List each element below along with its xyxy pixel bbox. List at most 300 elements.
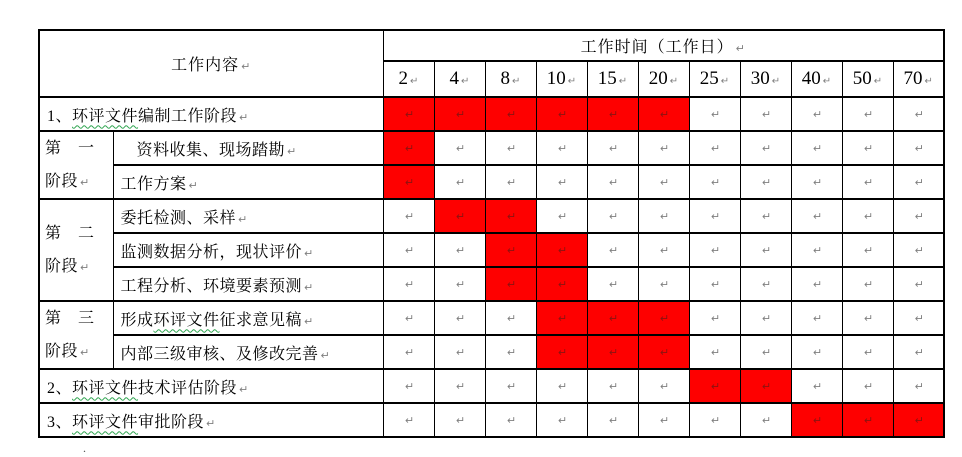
paragraph-mark-icon: ↵ bbox=[239, 382, 249, 396]
gantt-empty-cell bbox=[791, 131, 842, 165]
stage-3-cell bbox=[39, 301, 113, 369]
gantt-filled-cell bbox=[485, 267, 536, 301]
paragraph-mark-icon: ↵ bbox=[659, 244, 670, 257]
paragraph-mark-icon: ↵ bbox=[659, 380, 670, 393]
paragraph-mark-icon: ↵ bbox=[914, 346, 924, 359]
day-number: 15 bbox=[597, 68, 617, 89]
paragraph-mark-icon: ↵ bbox=[710, 176, 721, 189]
paragraph-mark-icon: ↵ bbox=[608, 414, 619, 427]
paragraph-mark-icon: ↵ bbox=[557, 210, 568, 223]
paragraph-mark-icon: ↵ bbox=[761, 278, 772, 291]
day-number: 30 bbox=[750, 68, 770, 89]
gantt-filled-cell bbox=[383, 131, 434, 165]
gantt-empty-cell bbox=[842, 199, 893, 233]
gantt-empty-cell bbox=[791, 267, 842, 301]
spellcheck-squiggle-text: 环评文件 bbox=[72, 107, 139, 125]
paragraph-mark-icon: ↵ bbox=[771, 76, 781, 87]
paragraph-mark-icon: ↵ bbox=[404, 380, 415, 393]
paragraph-mark-icon: ↵ bbox=[557, 108, 568, 121]
gantt-filled-cell bbox=[842, 403, 893, 437]
paragraph-mark-icon: ↵ bbox=[659, 414, 670, 427]
gantt-empty-cell bbox=[689, 403, 740, 437]
day-number: 50 bbox=[852, 68, 872, 89]
stage-2-cell bbox=[39, 199, 113, 301]
label-text: 监测数据分析，现状评价 bbox=[120, 243, 303, 261]
gantt-empty-cell bbox=[638, 403, 689, 437]
paragraph-mark-icon: ↵ bbox=[659, 346, 670, 359]
gantt-empty-cell bbox=[893, 335, 944, 369]
paragraph-mark-icon: ↵ bbox=[710, 244, 721, 257]
gantt-empty-cell bbox=[485, 131, 536, 165]
paragraph-mark-icon: ↵ bbox=[659, 142, 670, 155]
gantt-empty-cell bbox=[638, 131, 689, 165]
gantt-filled-cell bbox=[536, 301, 587, 335]
gantt-filled-cell bbox=[536, 233, 587, 267]
paragraph-mark-icon: ↵ bbox=[710, 142, 721, 155]
paragraph-mark-icon: ↵ bbox=[320, 348, 331, 362]
stage-name-line1: 第 一 bbox=[45, 140, 95, 157]
paragraph-mark-icon: ↵ bbox=[188, 178, 199, 192]
gantt-filled-cell bbox=[893, 403, 944, 437]
paragraph-mark-icon: ↵ bbox=[710, 108, 721, 121]
label-text: 委托检测、采样 bbox=[120, 209, 237, 227]
label-text: 1、 bbox=[47, 107, 73, 125]
paragraph-mark-icon: ↵ bbox=[669, 76, 679, 87]
label-text: 征求意见稿 bbox=[219, 311, 303, 329]
paragraph-mark-icon: ↵ bbox=[812, 312, 823, 325]
stage-name-line1: 第 二 bbox=[45, 225, 95, 242]
gantt-filled-cell bbox=[587, 335, 638, 369]
paragraph-mark-icon: ↵ bbox=[608, 142, 619, 155]
gantt-empty-cell bbox=[893, 97, 944, 131]
row-sampling bbox=[39, 199, 944, 233]
gantt-empty-cell bbox=[842, 369, 893, 403]
gantt-empty-cell bbox=[485, 369, 536, 403]
gantt-empty-cell bbox=[689, 335, 740, 369]
label-text: 工程分析、环境要素预测 bbox=[120, 277, 303, 295]
paragraph-mark-icon: ↵ bbox=[608, 278, 619, 291]
paragraph-mark-icon: ↵ bbox=[863, 176, 874, 189]
paragraph-mark-icon: ↵ bbox=[557, 380, 568, 393]
gantt-filled-cell bbox=[434, 199, 485, 233]
day-number: 25 bbox=[699, 68, 719, 89]
gantt-empty-cell bbox=[842, 165, 893, 199]
paragraph-mark-icon: ↵ bbox=[710, 278, 721, 291]
paragraph-mark-icon: ↵ bbox=[506, 210, 517, 223]
paragraph-mark-icon: ↵ bbox=[506, 176, 517, 189]
row-work-plan bbox=[39, 165, 944, 199]
day-column-header bbox=[383, 61, 434, 97]
paragraph-mark-icon: ↵ bbox=[735, 42, 746, 55]
paragraph-mark-icon: ↵ bbox=[873, 76, 883, 87]
label-text: 资料收集、现场踏勘 bbox=[136, 141, 286, 159]
gantt-empty-cell bbox=[689, 301, 740, 335]
gantt-empty-cell bbox=[791, 233, 842, 267]
gantt-filled-cell bbox=[485, 233, 536, 267]
gantt-filled-cell bbox=[485, 199, 536, 233]
paragraph-mark-icon: ↵ bbox=[863, 346, 874, 359]
paragraph-mark-icon: ↵ bbox=[812, 278, 823, 291]
paragraph-mark-icon: ↵ bbox=[822, 76, 832, 87]
gantt-empty-cell bbox=[383, 335, 434, 369]
day-number: 10 bbox=[546, 68, 566, 89]
paragraph-mark-icon: ↵ bbox=[455, 176, 466, 189]
paragraph-mark-icon: ↵ bbox=[914, 176, 924, 189]
gantt-empty-cell bbox=[893, 233, 944, 267]
paragraph-mark-icon: ↵ bbox=[455, 142, 466, 155]
gantt-filled-cell bbox=[536, 97, 587, 131]
paragraph-mark-icon: ↵ bbox=[506, 278, 517, 291]
paragraph-mark-icon: ↵ bbox=[557, 414, 568, 427]
work-content-label: 工作内容 bbox=[171, 57, 240, 74]
paragraph-mark-icon: ↵ bbox=[567, 76, 577, 87]
gantt-filled-cell bbox=[740, 369, 791, 403]
day-column-header bbox=[842, 61, 893, 97]
row-phase-compile bbox=[39, 97, 944, 131]
label-text: 编制工作阶段 bbox=[138, 107, 238, 125]
paragraph-mark-icon: ↵ bbox=[241, 60, 252, 73]
paragraph-mark-icon: ↵ bbox=[461, 76, 470, 87]
gantt-empty-cell bbox=[740, 131, 791, 165]
day-column-header bbox=[638, 61, 689, 97]
gantt-empty-cell bbox=[740, 233, 791, 267]
paragraph-mark-icon: ↵ bbox=[761, 210, 772, 223]
day-number: 70 bbox=[903, 68, 923, 89]
paragraph-mark-icon: ↵ bbox=[404, 210, 415, 223]
gantt-empty-cell bbox=[536, 369, 587, 403]
stage-name-line2: 阶段 bbox=[45, 343, 79, 360]
paragraph-mark-icon: ↵ bbox=[812, 346, 823, 359]
paragraph-mark-icon: ↵ bbox=[863, 210, 874, 223]
paragraph-mark-icon: ↵ bbox=[404, 278, 415, 291]
gantt-empty-cell bbox=[791, 369, 842, 403]
gantt-empty-cell bbox=[434, 165, 485, 199]
paragraph-mark-icon: ↵ bbox=[506, 244, 517, 257]
label-text: 形成 bbox=[120, 311, 154, 329]
paragraph-mark-icon: ↵ bbox=[304, 280, 314, 294]
paragraph-mark-icon: ↵ bbox=[455, 414, 466, 427]
paragraph-mark-icon: ↵ bbox=[557, 312, 568, 325]
paragraph-mark-icon: ↵ bbox=[710, 346, 721, 359]
gantt-empty-cell bbox=[383, 403, 434, 437]
gantt-empty-cell bbox=[740, 335, 791, 369]
paragraph-mark-icon: ↵ bbox=[557, 278, 568, 291]
task-label bbox=[113, 267, 383, 301]
label-text: 3、 bbox=[47, 413, 73, 431]
gantt-empty-cell bbox=[893, 199, 944, 233]
paragraph-mark-icon: ↵ bbox=[761, 108, 772, 121]
spellcheck-squiggle-text: 环评文件 bbox=[72, 413, 139, 431]
day-number: 40 bbox=[801, 68, 821, 89]
paragraph-mark-icon: ↵ bbox=[404, 142, 415, 155]
paragraph-mark-icon: ↵ bbox=[914, 312, 924, 325]
gantt-filled-cell bbox=[791, 403, 842, 437]
paragraph-mark-icon: ↵ bbox=[239, 110, 249, 124]
header-row-top bbox=[39, 30, 944, 61]
paragraph-mark-icon: ↵ bbox=[608, 380, 619, 393]
gantt-empty-cell bbox=[383, 301, 434, 335]
gantt-empty-cell bbox=[689, 267, 740, 301]
gantt-empty-cell bbox=[485, 335, 536, 369]
gantt-empty-cell bbox=[893, 301, 944, 335]
gantt-filled-cell bbox=[383, 165, 434, 199]
gantt-filled-cell bbox=[638, 97, 689, 131]
paragraph-mark-icon: ↵ bbox=[455, 346, 466, 359]
gantt-empty-cell bbox=[689, 233, 740, 267]
gantt-empty-cell bbox=[740, 403, 791, 437]
paragraph-mark-icon: ↵ bbox=[608, 244, 619, 257]
paragraph-mark-icon: ↵ bbox=[455, 380, 466, 393]
stage-1-cell bbox=[39, 131, 113, 199]
paragraph-mark-icon: ↵ bbox=[761, 346, 772, 359]
paragraph-mark-icon: ↵ bbox=[863, 414, 874, 427]
paragraph-mark-icon: ↵ bbox=[506, 380, 517, 393]
paragraph-mark-icon: ↵ bbox=[287, 144, 297, 158]
row-draft-document bbox=[39, 301, 944, 335]
paragraph-mark-icon: ↵ bbox=[608, 176, 619, 189]
paragraph-mark-icon: ↵ bbox=[80, 261, 90, 274]
paragraph-mark-icon: ↵ bbox=[557, 142, 568, 155]
day-number: 4 bbox=[449, 68, 460, 89]
task-label bbox=[113, 131, 383, 165]
gantt-empty-cell bbox=[536, 165, 587, 199]
gantt-filled-cell bbox=[689, 369, 740, 403]
paragraph-mark-icon: ↵ bbox=[506, 108, 517, 121]
paragraph-mark-icon: ↵ bbox=[608, 210, 619, 223]
gantt-empty-cell bbox=[434, 233, 485, 267]
label-text: 内部三级审核、及修改完善 bbox=[120, 345, 319, 363]
paragraph-mark-icon: ↵ bbox=[914, 278, 924, 291]
task-label bbox=[113, 335, 383, 369]
gantt-empty-cell bbox=[842, 233, 893, 267]
paragraph-mark-icon: ↵ bbox=[80, 346, 90, 359]
paragraph-mark-icon: ↵ bbox=[506, 346, 517, 359]
paragraph-mark-icon: ↵ bbox=[863, 244, 874, 257]
paragraph-mark-icon: ↵ bbox=[761, 244, 772, 257]
day-number: 2 bbox=[398, 68, 409, 89]
paragraph-mark-icon: ↵ bbox=[659, 108, 670, 121]
gantt-empty-cell bbox=[434, 335, 485, 369]
gantt-empty-cell bbox=[893, 267, 944, 301]
gantt-empty-cell bbox=[383, 369, 434, 403]
gantt-filled-cell bbox=[536, 267, 587, 301]
paragraph-mark-icon: ↵ bbox=[914, 414, 924, 427]
day-column-header bbox=[485, 61, 536, 97]
gantt-empty-cell bbox=[485, 403, 536, 437]
paragraph-mark-icon: ↵ bbox=[812, 108, 823, 121]
paragraph-mark-icon: ↵ bbox=[404, 346, 415, 359]
work-time-label: 工作时间（工作日） bbox=[580, 39, 734, 56]
gantt-empty-cell bbox=[536, 199, 587, 233]
stage-name-line1: 第 三 bbox=[45, 310, 95, 327]
label-text: 工作方案 bbox=[120, 175, 187, 193]
gantt-empty-cell bbox=[638, 199, 689, 233]
gantt-empty-cell bbox=[842, 131, 893, 165]
paragraph-mark-icon: ↵ bbox=[812, 244, 823, 257]
row-label bbox=[39, 97, 383, 131]
paragraph-mark-icon: ↵ bbox=[863, 108, 874, 121]
paragraph-mark-icon: ↵ bbox=[608, 108, 619, 121]
gantt-empty-cell bbox=[383, 233, 434, 267]
gantt-empty-cell bbox=[740, 97, 791, 131]
gantt-empty-cell bbox=[791, 199, 842, 233]
paragraph-mark-icon: ↵ bbox=[924, 76, 933, 87]
gantt-empty-cell bbox=[536, 403, 587, 437]
gantt-filled-cell bbox=[587, 97, 638, 131]
paragraph-mark-icon: ↵ bbox=[863, 278, 874, 291]
paragraph-mark-icon: ↵ bbox=[304, 314, 314, 328]
paragraph-mark-icon: ↵ bbox=[506, 142, 517, 155]
gantt-filled-cell bbox=[638, 301, 689, 335]
task-label bbox=[113, 165, 383, 199]
day-column-header bbox=[791, 61, 842, 97]
gantt-empty-cell bbox=[689, 165, 740, 199]
gantt-empty-cell bbox=[638, 233, 689, 267]
task-label bbox=[113, 233, 383, 267]
stage-name-line2: 阶段 bbox=[45, 173, 79, 190]
gantt-empty-cell bbox=[434, 301, 485, 335]
task-label bbox=[113, 301, 383, 335]
gantt-empty-cell bbox=[791, 97, 842, 131]
paragraph-mark-icon: ↵ bbox=[863, 142, 874, 155]
paragraph-mark-icon: ↵ bbox=[710, 210, 721, 223]
gantt-empty-cell bbox=[638, 267, 689, 301]
gantt-empty-cell bbox=[638, 369, 689, 403]
paragraph-mark-icon: ↵ bbox=[404, 176, 415, 189]
paragraph-mark-icon: ↵ bbox=[812, 210, 823, 223]
gantt-filled-cell bbox=[434, 97, 485, 131]
paragraph-mark-icon: ↵ bbox=[863, 312, 874, 325]
row-phase-approval bbox=[39, 403, 944, 437]
gantt-empty-cell bbox=[740, 165, 791, 199]
gantt-empty-cell bbox=[893, 131, 944, 165]
paragraph-mark-icon: ↵ bbox=[455, 278, 466, 291]
row-phase-evaluation bbox=[39, 369, 944, 403]
paragraph-mark-icon: ↵ bbox=[710, 414, 721, 427]
gantt-filled-cell bbox=[536, 335, 587, 369]
row-label bbox=[39, 403, 383, 437]
gantt-filled-cell bbox=[638, 335, 689, 369]
gantt-empty-cell bbox=[536, 131, 587, 165]
gantt-empty-cell bbox=[383, 199, 434, 233]
paragraph-mark-icon: ↵ bbox=[608, 312, 619, 325]
label-text: 2、 bbox=[47, 379, 73, 397]
gantt-empty-cell bbox=[893, 369, 944, 403]
gantt-empty-cell bbox=[434, 131, 485, 165]
row-monitoring-analysis bbox=[39, 233, 944, 267]
spellcheck-squiggle-text: 环评文件 bbox=[72, 379, 139, 397]
paragraph-mark-icon: ↵ bbox=[404, 312, 415, 325]
paragraph-mark-icon: ↵ bbox=[812, 176, 823, 189]
gantt-empty-cell bbox=[689, 131, 740, 165]
work-time-header bbox=[383, 30, 944, 61]
paragraph-mark-icon: ↵ bbox=[710, 380, 721, 393]
gantt-filled-cell bbox=[587, 301, 638, 335]
gantt-empty-cell bbox=[587, 199, 638, 233]
gantt-empty-cell bbox=[587, 165, 638, 199]
stray-period-mark: . bbox=[83, 441, 86, 455]
paragraph-mark-icon: ↵ bbox=[761, 380, 772, 393]
paragraph-mark-icon: ↵ bbox=[618, 76, 628, 87]
gantt-empty-cell bbox=[485, 301, 536, 335]
gantt-empty-cell bbox=[842, 267, 893, 301]
gantt-filled-cell bbox=[383, 97, 434, 131]
paragraph-mark-icon: ↵ bbox=[455, 312, 466, 325]
paragraph-mark-icon: ↵ bbox=[812, 142, 823, 155]
paragraph-mark-icon: ↵ bbox=[812, 414, 823, 427]
paragraph-mark-icon: ↵ bbox=[914, 142, 924, 155]
gantt-empty-cell bbox=[434, 369, 485, 403]
paragraph-mark-icon: ↵ bbox=[659, 210, 670, 223]
gantt-empty-cell bbox=[485, 165, 536, 199]
label-text: 技术评估阶段 bbox=[138, 379, 238, 397]
gantt-empty-cell bbox=[842, 301, 893, 335]
paragraph-mark-icon: ↵ bbox=[608, 346, 619, 359]
gantt-empty-cell bbox=[587, 403, 638, 437]
paragraph-mark-icon: ↵ bbox=[455, 108, 466, 121]
row-internal-review bbox=[39, 335, 944, 369]
gantt-empty-cell bbox=[434, 403, 485, 437]
stage-name-line2: 阶段 bbox=[45, 258, 79, 275]
gantt-empty-cell bbox=[791, 165, 842, 199]
paragraph-mark-icon: ↵ bbox=[512, 76, 521, 87]
paragraph-mark-icon: ↵ bbox=[506, 414, 517, 427]
gantt-empty-cell bbox=[587, 369, 638, 403]
paragraph-mark-icon: ↵ bbox=[557, 176, 568, 189]
gantt-empty-cell bbox=[740, 199, 791, 233]
paragraph-mark-icon: ↵ bbox=[761, 312, 772, 325]
spellcheck-squiggle-text: 环评文件 bbox=[153, 311, 220, 329]
paragraph-mark-icon: ↵ bbox=[506, 312, 517, 325]
gantt-filled-cell bbox=[485, 97, 536, 131]
row-engineering-analysis bbox=[39, 267, 944, 301]
paragraph-mark-icon: ↵ bbox=[557, 346, 568, 359]
paragraph-mark-icon: ↵ bbox=[914, 380, 924, 393]
day-column-header bbox=[536, 61, 587, 97]
paragraph-mark-icon: ↵ bbox=[206, 416, 216, 430]
paragraph-mark-icon: ↵ bbox=[304, 246, 314, 260]
label-text: 审批阶段 bbox=[138, 413, 205, 431]
paragraph-mark-icon: ↵ bbox=[863, 380, 874, 393]
day-column-header bbox=[434, 61, 485, 97]
paragraph-mark-icon: ↵ bbox=[761, 414, 772, 427]
gantt-empty-cell bbox=[587, 131, 638, 165]
row-label bbox=[39, 369, 383, 403]
day-column-header bbox=[587, 61, 638, 97]
gantt-empty-cell bbox=[893, 165, 944, 199]
paragraph-mark-icon: ↵ bbox=[761, 176, 772, 189]
paragraph-mark-icon: ↵ bbox=[404, 244, 415, 257]
gantt-empty-cell bbox=[689, 199, 740, 233]
paragraph-mark-icon: ↵ bbox=[238, 212, 248, 226]
paragraph-mark-icon: ↵ bbox=[557, 244, 568, 257]
paragraph-mark-icon: ↵ bbox=[659, 176, 670, 189]
gantt-empty-cell bbox=[842, 97, 893, 131]
day-number: 20 bbox=[648, 68, 668, 89]
gantt-empty-cell bbox=[740, 301, 791, 335]
paragraph-mark-icon: ↵ bbox=[455, 210, 466, 223]
gantt-empty-cell bbox=[587, 233, 638, 267]
paragraph-mark-icon: ↵ bbox=[812, 380, 823, 393]
day-column-header bbox=[740, 61, 791, 97]
gantt-empty-cell bbox=[383, 267, 434, 301]
gantt-empty-cell bbox=[842, 335, 893, 369]
gantt-empty-cell bbox=[638, 165, 689, 199]
day-column-header bbox=[893, 61, 944, 97]
gantt-empty-cell bbox=[434, 267, 485, 301]
paragraph-mark-icon: ↵ bbox=[914, 108, 924, 121]
gantt-empty-cell bbox=[587, 267, 638, 301]
